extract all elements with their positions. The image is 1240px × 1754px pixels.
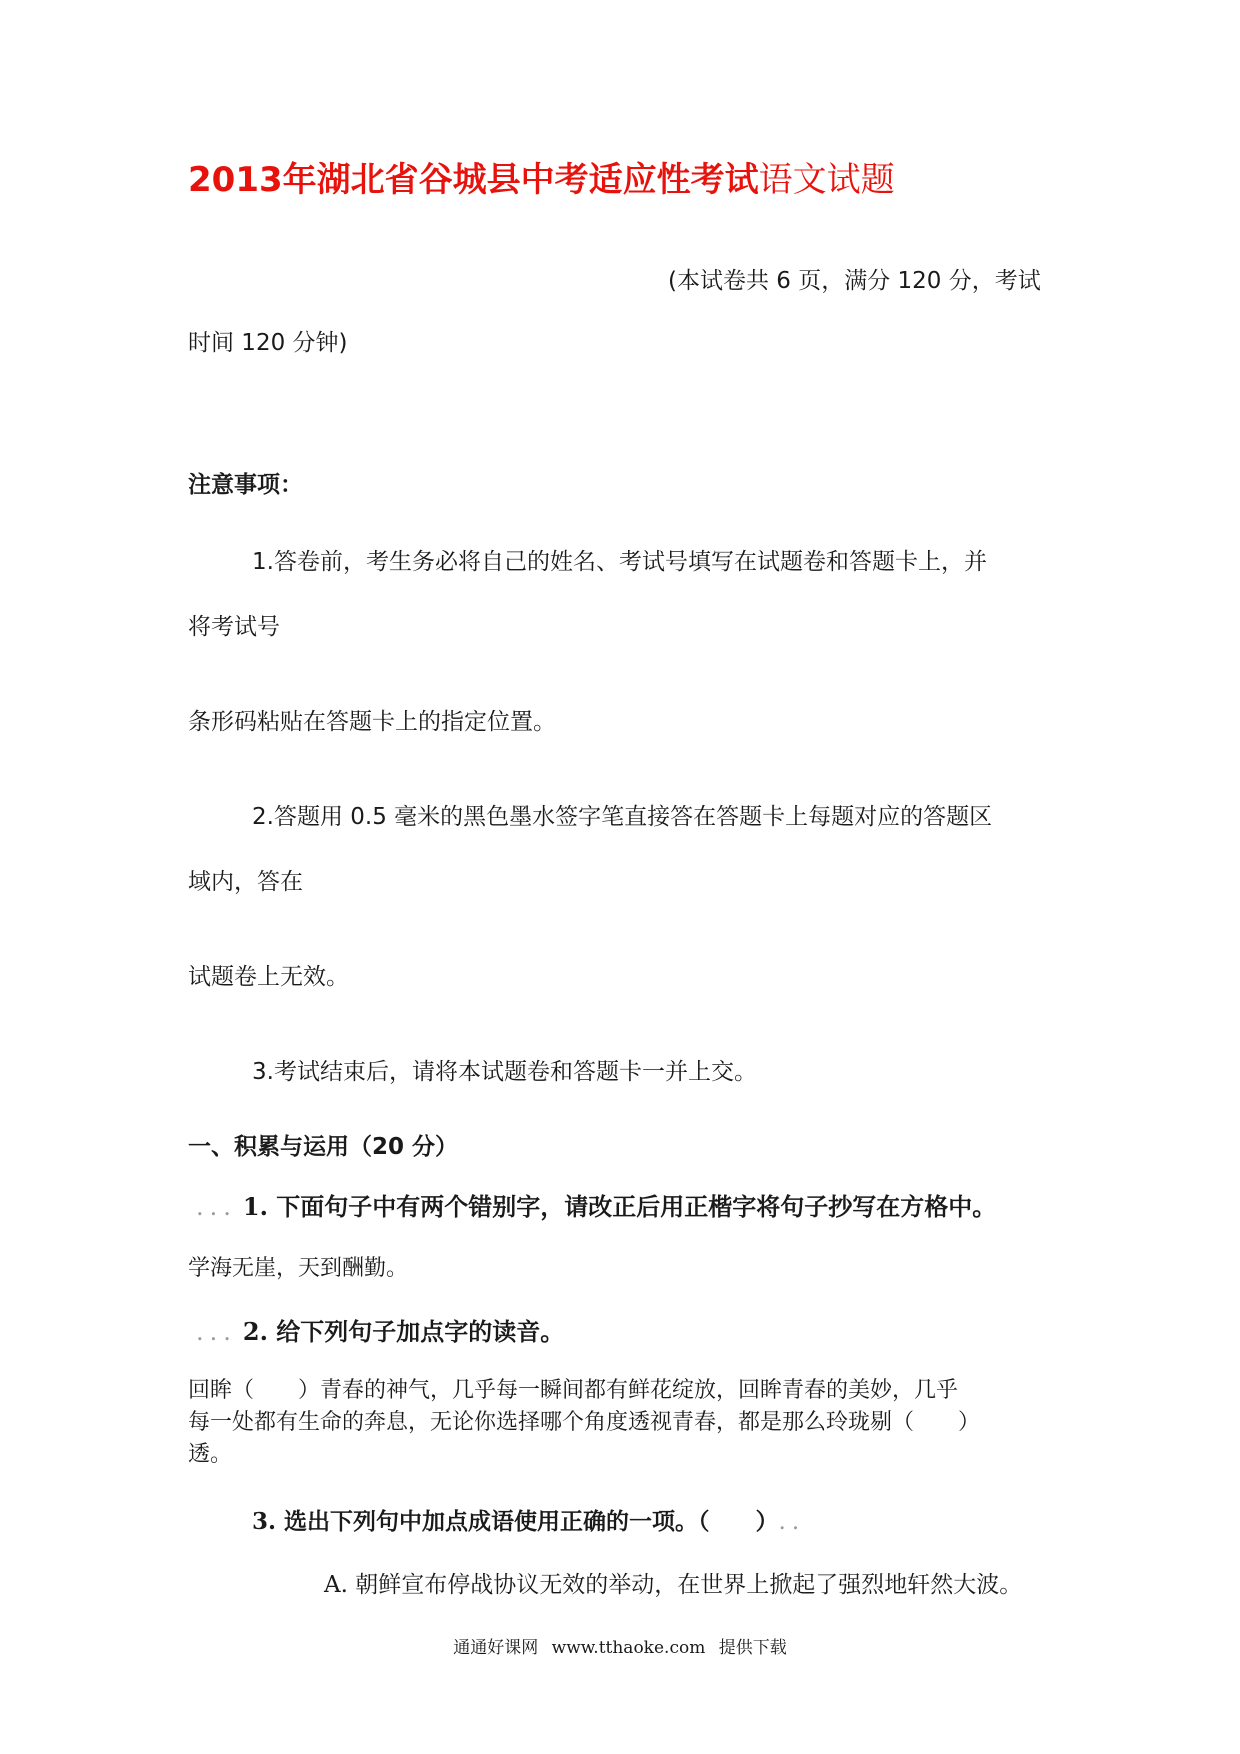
footer-site-name: 通通好课网 [453, 1638, 539, 1658]
question-1-prompt [196, 1191, 996, 1223]
question-2-passage [188, 1375, 1058, 1471]
question-3-option-a: A. 朝鲜宣布停战协议无效的举动，在世界上掀起了强烈地轩然大波。 [324, 1572, 1023, 1598]
exam-title [188, 158, 895, 202]
question-2-passage-line-1: 回眸（ ）青春的神气，几乎每一瞬间都有鲜花绽放，回眸青春的美妙，几乎 [188, 1378, 959, 1403]
emphasis-dots: ... [196, 1318, 237, 1346]
question-2-passage-line-3: 透。 [188, 1442, 233, 1467]
page-footer [0, 1636, 1240, 1660]
question-1-sentence: 学海无崖，天到酬勤。 [188, 1256, 409, 1281]
notice-item-1-line-1: 1.答卷前，考生务必将自己的姓名、考试号填写在试题卷和答题卡上，并 [252, 549, 987, 575]
notice-item-1-line-2: 将考试号 [188, 614, 280, 640]
question-3-prompt [252, 1506, 811, 1538]
section-1-heading: 一、积累与运用（20 分） [188, 1134, 459, 1160]
notice-item-3: 3.考试结束后，请将本试题卷和答题卡一并上交。 [252, 1059, 757, 1085]
question-1-prompt-text: 1. 下面句子中有两个错别字，请改正后用正楷字将句子抄写在方格中。 [242, 1192, 997, 1221]
exam-meta-line-2: 时间 120 分钟) [188, 330, 348, 356]
exam-title-main: 2013年湖北省谷城县中考适应性考试 [188, 160, 759, 200]
notice-item-2-line-2: 域内，答在 [188, 869, 303, 895]
footer-url[interactable]: www.tthaoke.com [551, 1638, 706, 1658]
question-2-passage-line-2: 每一处都有生命的奔息，无论你选择哪个角度透视青春，都是那么玲珑剔（ ） [188, 1410, 981, 1435]
notice-heading: 注意事项： [188, 472, 303, 498]
question-2-prompt [196, 1316, 564, 1348]
notice-item-2-line-3: 试题卷上无效。 [188, 964, 349, 990]
emphasis-dots: .. [778, 1509, 806, 1535]
footer-suffix: 提供下载 [718, 1638, 787, 1658]
emphasis-dots: ... [196, 1193, 237, 1221]
exam-meta-line-1: (本试卷共 6 页，满分 120 分，考试 [668, 268, 1041, 294]
question-2-prompt-text: 2. 给下列句子加点字的读音。 [242, 1317, 565, 1346]
notice-item-1-line-3: 条形码粘贴在答题卡上的指定位置。 [188, 709, 556, 735]
exam-title-subject: 语文试题 [758, 160, 895, 200]
question-3-prompt-text: 3. 选出下列句中加点成语使用正确的一项。（ ） [252, 1508, 779, 1535]
notice-item-2-line-1: 2.答题用 0.5 毫米的黑色墨水签字笔直接答在答题卡上每题对应的答题区 [252, 804, 993, 830]
